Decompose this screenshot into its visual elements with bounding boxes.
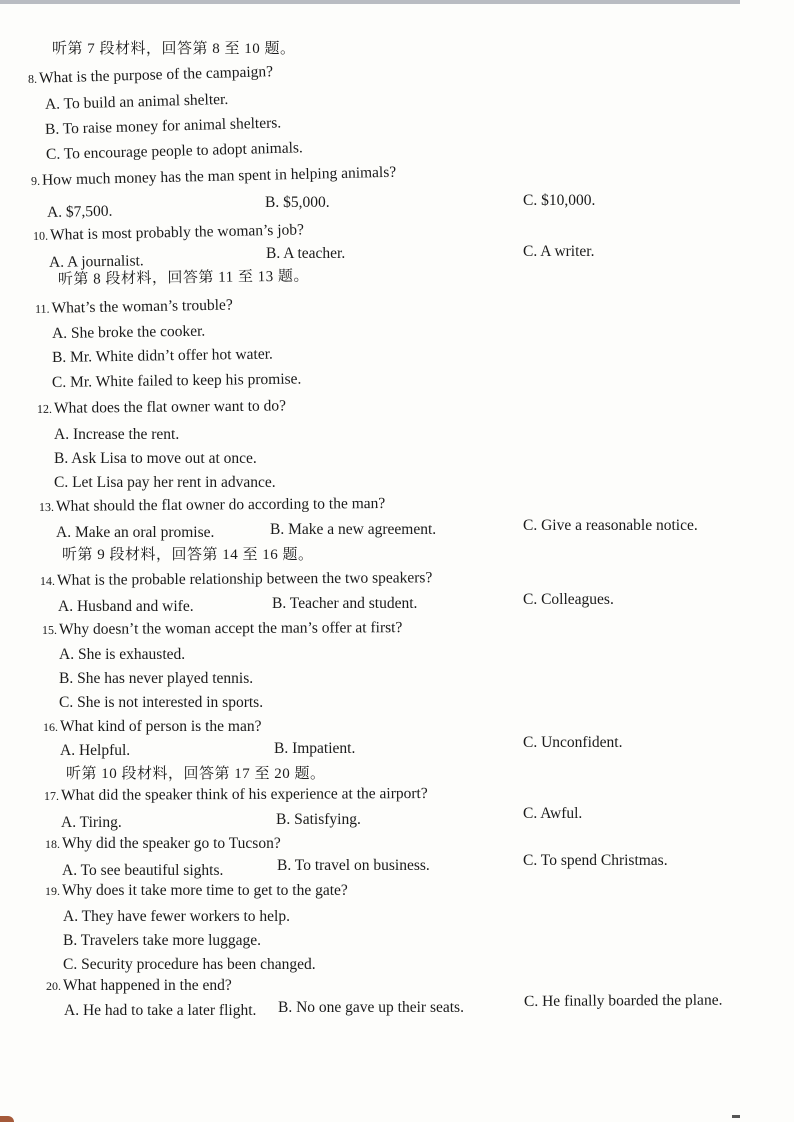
option-a: A. $7,500. <box>46 202 113 221</box>
question-number: 11. <box>34 301 50 316</box>
option-b: B. Impatient. <box>274 740 356 757</box>
question-text: What happened in the end? <box>63 977 232 994</box>
section-heading: 听第 7 段材料，回答第 8 至 10 题。 <box>52 41 296 57</box>
question-stem <box>28 63 274 88</box>
option-c: C. She is not interested in sports. <box>59 694 264 711</box>
option-b: B. A teacher. <box>266 245 346 262</box>
question-text: What is the purpose of the campaign? <box>38 63 274 87</box>
option-c: C. He finally boarded the plane. <box>523 991 723 1010</box>
option-c: C. Awful. <box>523 805 583 822</box>
option-c: C. Colleagues. <box>523 591 614 608</box>
question-number: 13. <box>38 499 55 514</box>
question-number: 14. <box>39 573 56 588</box>
option-b: B. Travelers take more luggage. <box>63 932 262 949</box>
question-number: 9. <box>30 173 41 188</box>
option-b: B. To raise money for animal shelters. <box>44 114 282 138</box>
question-stem <box>42 619 402 639</box>
option-b: B. No one gave up their seats. <box>278 999 464 1016</box>
question-text: What does the flat owner want to do? <box>53 397 287 417</box>
question-number: 12. <box>36 401 53 416</box>
option-b: B. $5,000. <box>265 194 330 211</box>
option-a: A. She broke the cooker. <box>51 322 206 342</box>
option-a: A. She is exhausted. <box>59 646 186 663</box>
option-a: A. Increase the rent. <box>54 426 180 443</box>
option-c: C. Unconfident. <box>523 734 623 751</box>
option-b: B. To travel on business. <box>277 857 430 874</box>
question-stem <box>37 397 286 418</box>
question-number: 18. <box>45 837 60 851</box>
option-c: C. A writer. <box>523 243 595 260</box>
option-a: A. They have fewer workers to help. <box>63 908 290 925</box>
option-c: C. Security procedure has been changed. <box>63 956 316 973</box>
option-a: A. To see beautiful sights. <box>62 862 224 879</box>
option-c: C. To spend Christmas. <box>523 852 668 869</box>
question-number: 19. <box>45 884 60 898</box>
question-text: What kind of person is the man? <box>60 718 262 735</box>
question-stem <box>31 164 397 190</box>
option-a: A. Tiring. <box>61 814 122 831</box>
option-c: C. Give a reasonable notice. <box>523 517 698 534</box>
question-stem <box>46 977 232 995</box>
option-b: B. Teacher and student. <box>272 595 418 612</box>
question-number: 8. <box>27 71 38 86</box>
question-text: What is most probably the woman’s job? <box>49 221 305 244</box>
section-heading: 听第 9 段材料，回答第 14 至 16 题。 <box>62 547 314 563</box>
question-stem <box>35 297 233 318</box>
option-b: B. Mr. White didn’t offer hot water. <box>51 345 273 366</box>
question-number: 20. <box>46 979 61 993</box>
option-a: A. Make an oral promise. <box>56 524 215 541</box>
option-b: B. Ask Lisa to move out at once. <box>54 450 257 467</box>
section-heading: 听第 8 段材料，回答第 11 至 13 题。 <box>57 268 310 288</box>
question-text: How much money has the man spent in helping animals? <box>41 163 397 189</box>
question-number: 17. <box>43 788 60 803</box>
option-a: A. Helpful. <box>60 742 131 759</box>
option-c: C. Let Lisa pay her rent in advance. <box>54 474 276 491</box>
question-stem <box>45 882 348 900</box>
option-a: A. To build an animal shelter. <box>44 90 229 113</box>
question-text: Why does it take more time to get to the gate? <box>62 882 348 899</box>
option-b: B. She has never played tennis. <box>59 670 254 687</box>
question-stem <box>39 495 385 516</box>
question-text: What’s the woman’s trouble? <box>51 296 233 317</box>
question-text: What did the speaker think of his experience at the airport? <box>60 784 428 804</box>
scan-edge-mark <box>732 1115 740 1118</box>
option-a: A. Husband and wife. <box>58 598 194 615</box>
question-stem <box>43 718 261 736</box>
question-stem <box>44 785 428 805</box>
option-a: A. A journalist. <box>48 252 144 271</box>
question-text: What is the probable relationship between the two speakers? <box>56 569 433 589</box>
section-heading: 听第 10 段材料，回答第 17 至 20 题。 <box>66 766 326 782</box>
option-b: B. Make a new agreement. <box>270 521 437 538</box>
question-number: 15. <box>41 622 58 637</box>
option-c: C. Mr. White failed to keep his promise. <box>51 370 302 391</box>
option-a: A. He had to take a later flight. <box>64 1002 257 1019</box>
question-text: Why did the speaker go to Tucson? <box>62 835 281 852</box>
question-number: 16. <box>43 720 58 734</box>
scan-top-edge <box>0 0 740 4</box>
question-stem <box>45 835 281 853</box>
question-number: 10. <box>32 228 49 243</box>
question-stem <box>40 569 432 590</box>
question-text: What should the flat owner do according to the man? <box>55 494 386 515</box>
question-stem <box>33 221 304 245</box>
option-b: B. Satisfying. <box>276 811 361 828</box>
option-c: C. To encourage people to adopt animals. <box>45 139 304 163</box>
question-text: Why doesn’t the woman accept the man’s offer at first? <box>58 619 403 638</box>
scan-corner-mark <box>0 1116 14 1122</box>
option-c: C. $10,000. <box>523 192 596 209</box>
